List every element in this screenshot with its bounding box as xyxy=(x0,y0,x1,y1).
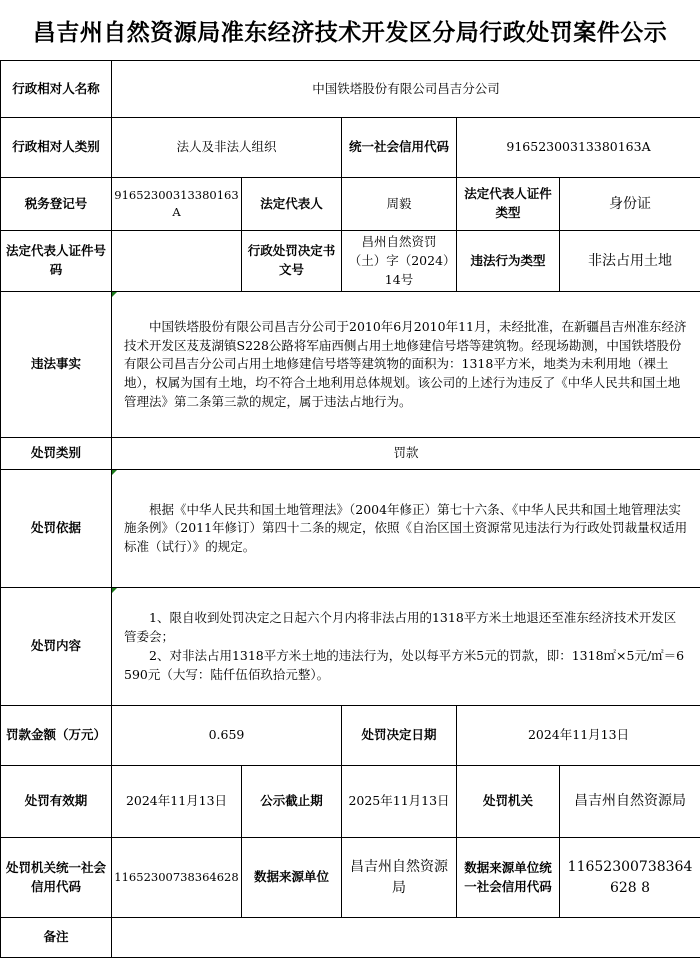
legal-rep-id-no-value xyxy=(112,231,242,292)
decision-date-value: 2024年11月13日 xyxy=(457,706,700,766)
penalty-type-value: 罚款 xyxy=(112,438,700,470)
data-source-code-value: 11652300738364628 8 xyxy=(560,838,700,918)
authority-label: 处罚机关 xyxy=(457,766,560,838)
table-row xyxy=(1,838,700,918)
subject-name-label: 行政相对人名称 xyxy=(1,61,112,118)
authority-code-label: 处罚机关统一社会信用代码 xyxy=(1,838,112,918)
penalty-table xyxy=(0,60,700,958)
valid-period-label: 处罚有效期 xyxy=(1,766,112,838)
legal-rep-id-type-value: 身份证 xyxy=(560,178,700,231)
subject-type-value: 法人及非法人组织 xyxy=(112,118,342,178)
legal-rep-label: 法定代表人 xyxy=(242,178,342,231)
amount-value: 0.659 xyxy=(112,706,342,766)
valid-period-value: 2024年11月13日 xyxy=(112,766,242,838)
tax-no-value: 91652300313380163A xyxy=(112,178,242,231)
table-row xyxy=(1,766,700,838)
basis-label: 处罚依据 xyxy=(1,470,112,588)
facts-cell xyxy=(112,292,700,438)
credit-code-value: 91652300313380163A xyxy=(457,118,700,178)
content-item-1: 1、限自收到处罚决定之日起六个月内将非法占用的1318平方米土地退还至准东经济技术开发区管委会； xyxy=(124,609,688,647)
cell-marker xyxy=(112,588,117,593)
table-row xyxy=(1,178,700,231)
content-label: 处罚内容 xyxy=(1,588,112,706)
content-cell xyxy=(112,588,700,706)
content-item-2: 2、对非法占用1318平方米土地的违法行为，处以每平方米5元的罚款，即：1318㎡×5元/㎡＝6590元（大写：陆仟伍佰玖拾元整）。 xyxy=(124,647,688,685)
legal-rep-value: 周毅 xyxy=(342,178,457,231)
authority-value: 昌吉州自然资源局 xyxy=(560,766,700,838)
publicity-deadline-value: 2025年11月13日 xyxy=(342,766,457,838)
data-source-value: 昌吉州自然资源局 xyxy=(342,838,457,918)
cell-marker xyxy=(112,470,117,475)
data-source-code-label: 数据来源单位统一社会信用代码 xyxy=(457,838,560,918)
page-title: 昌吉州自然资源局准东经济技术开发区分局行政处罚案件公示 xyxy=(0,0,700,60)
penalty-type-label: 处罚类别 xyxy=(1,438,112,470)
table-row xyxy=(1,292,700,438)
remark-label: 备注 xyxy=(1,918,112,958)
table-row xyxy=(1,588,700,706)
table-row xyxy=(1,706,700,766)
decision-doc-label: 行政处罚决定书文号 xyxy=(242,231,342,292)
violation-type-label: 违法行为类型 xyxy=(457,231,560,292)
remark-value xyxy=(112,918,700,958)
facts-value: 中国铁塔股份有限公司昌吉分公司于2010年6月2010年11月，未经批准，在新疆昌吉州准东经济技术开发区芨芨湖镇S228公路将军庙西侧占用土地修建信号塔等建筑物。经现场勘测，中国铁塔股份有限公司昌吉分公司占用土地修建信号塔等建筑物的面积为：1318平方米，地类为未利用地（裸土地），权属为国有土地，均不符合土地利用总体规划。该公司的上述行为违反了《中华人民共和国土地管理法》第二条第三款的规定，属于违法占地行为。 xyxy=(124,318,688,412)
subject-name-value: 中国铁塔股份有限公司昌吉分公司 xyxy=(112,61,700,118)
data-source-label: 数据来源单位 xyxy=(242,838,342,918)
basis-cell xyxy=(112,470,700,588)
credit-code-label: 统一社会信用代码 xyxy=(342,118,457,178)
cell-marker xyxy=(112,292,117,297)
authority-code-value: 11652300738364628 xyxy=(112,838,242,918)
legal-rep-id-no-label: 法定代表人证件号码 xyxy=(1,231,112,292)
table-row xyxy=(1,231,700,292)
table-row xyxy=(1,438,700,470)
table-row xyxy=(1,918,700,958)
table-row xyxy=(1,470,700,588)
decision-doc-value: 昌州自然资罚（土）字（2024）14号 xyxy=(342,231,457,292)
table-row xyxy=(1,118,700,178)
basis-value: 根据《中华人民共和国土地管理法》（2004年修正）第七十六条、《中华人民共和国土地管理法实施条例》（2011年修订）第四十二条的规定，依照《自治区国土资源常见违法行为行政处罚裁量权适用标准（试行）》的规定。 xyxy=(124,501,688,557)
publicity-deadline-label: 公示截止期 xyxy=(242,766,342,838)
tax-no-label: 税务登记号 xyxy=(1,178,112,231)
legal-rep-id-type-label: 法定代表人证件类型 xyxy=(457,178,560,231)
amount-label: 罚款金额（万元） xyxy=(1,706,112,766)
table-row xyxy=(1,61,700,118)
facts-label: 违法事实 xyxy=(1,292,112,438)
violation-type-value: 非法占用土地 xyxy=(560,231,700,292)
decision-date-label: 处罚决定日期 xyxy=(342,706,457,766)
subject-type-label: 行政相对人类别 xyxy=(1,118,112,178)
